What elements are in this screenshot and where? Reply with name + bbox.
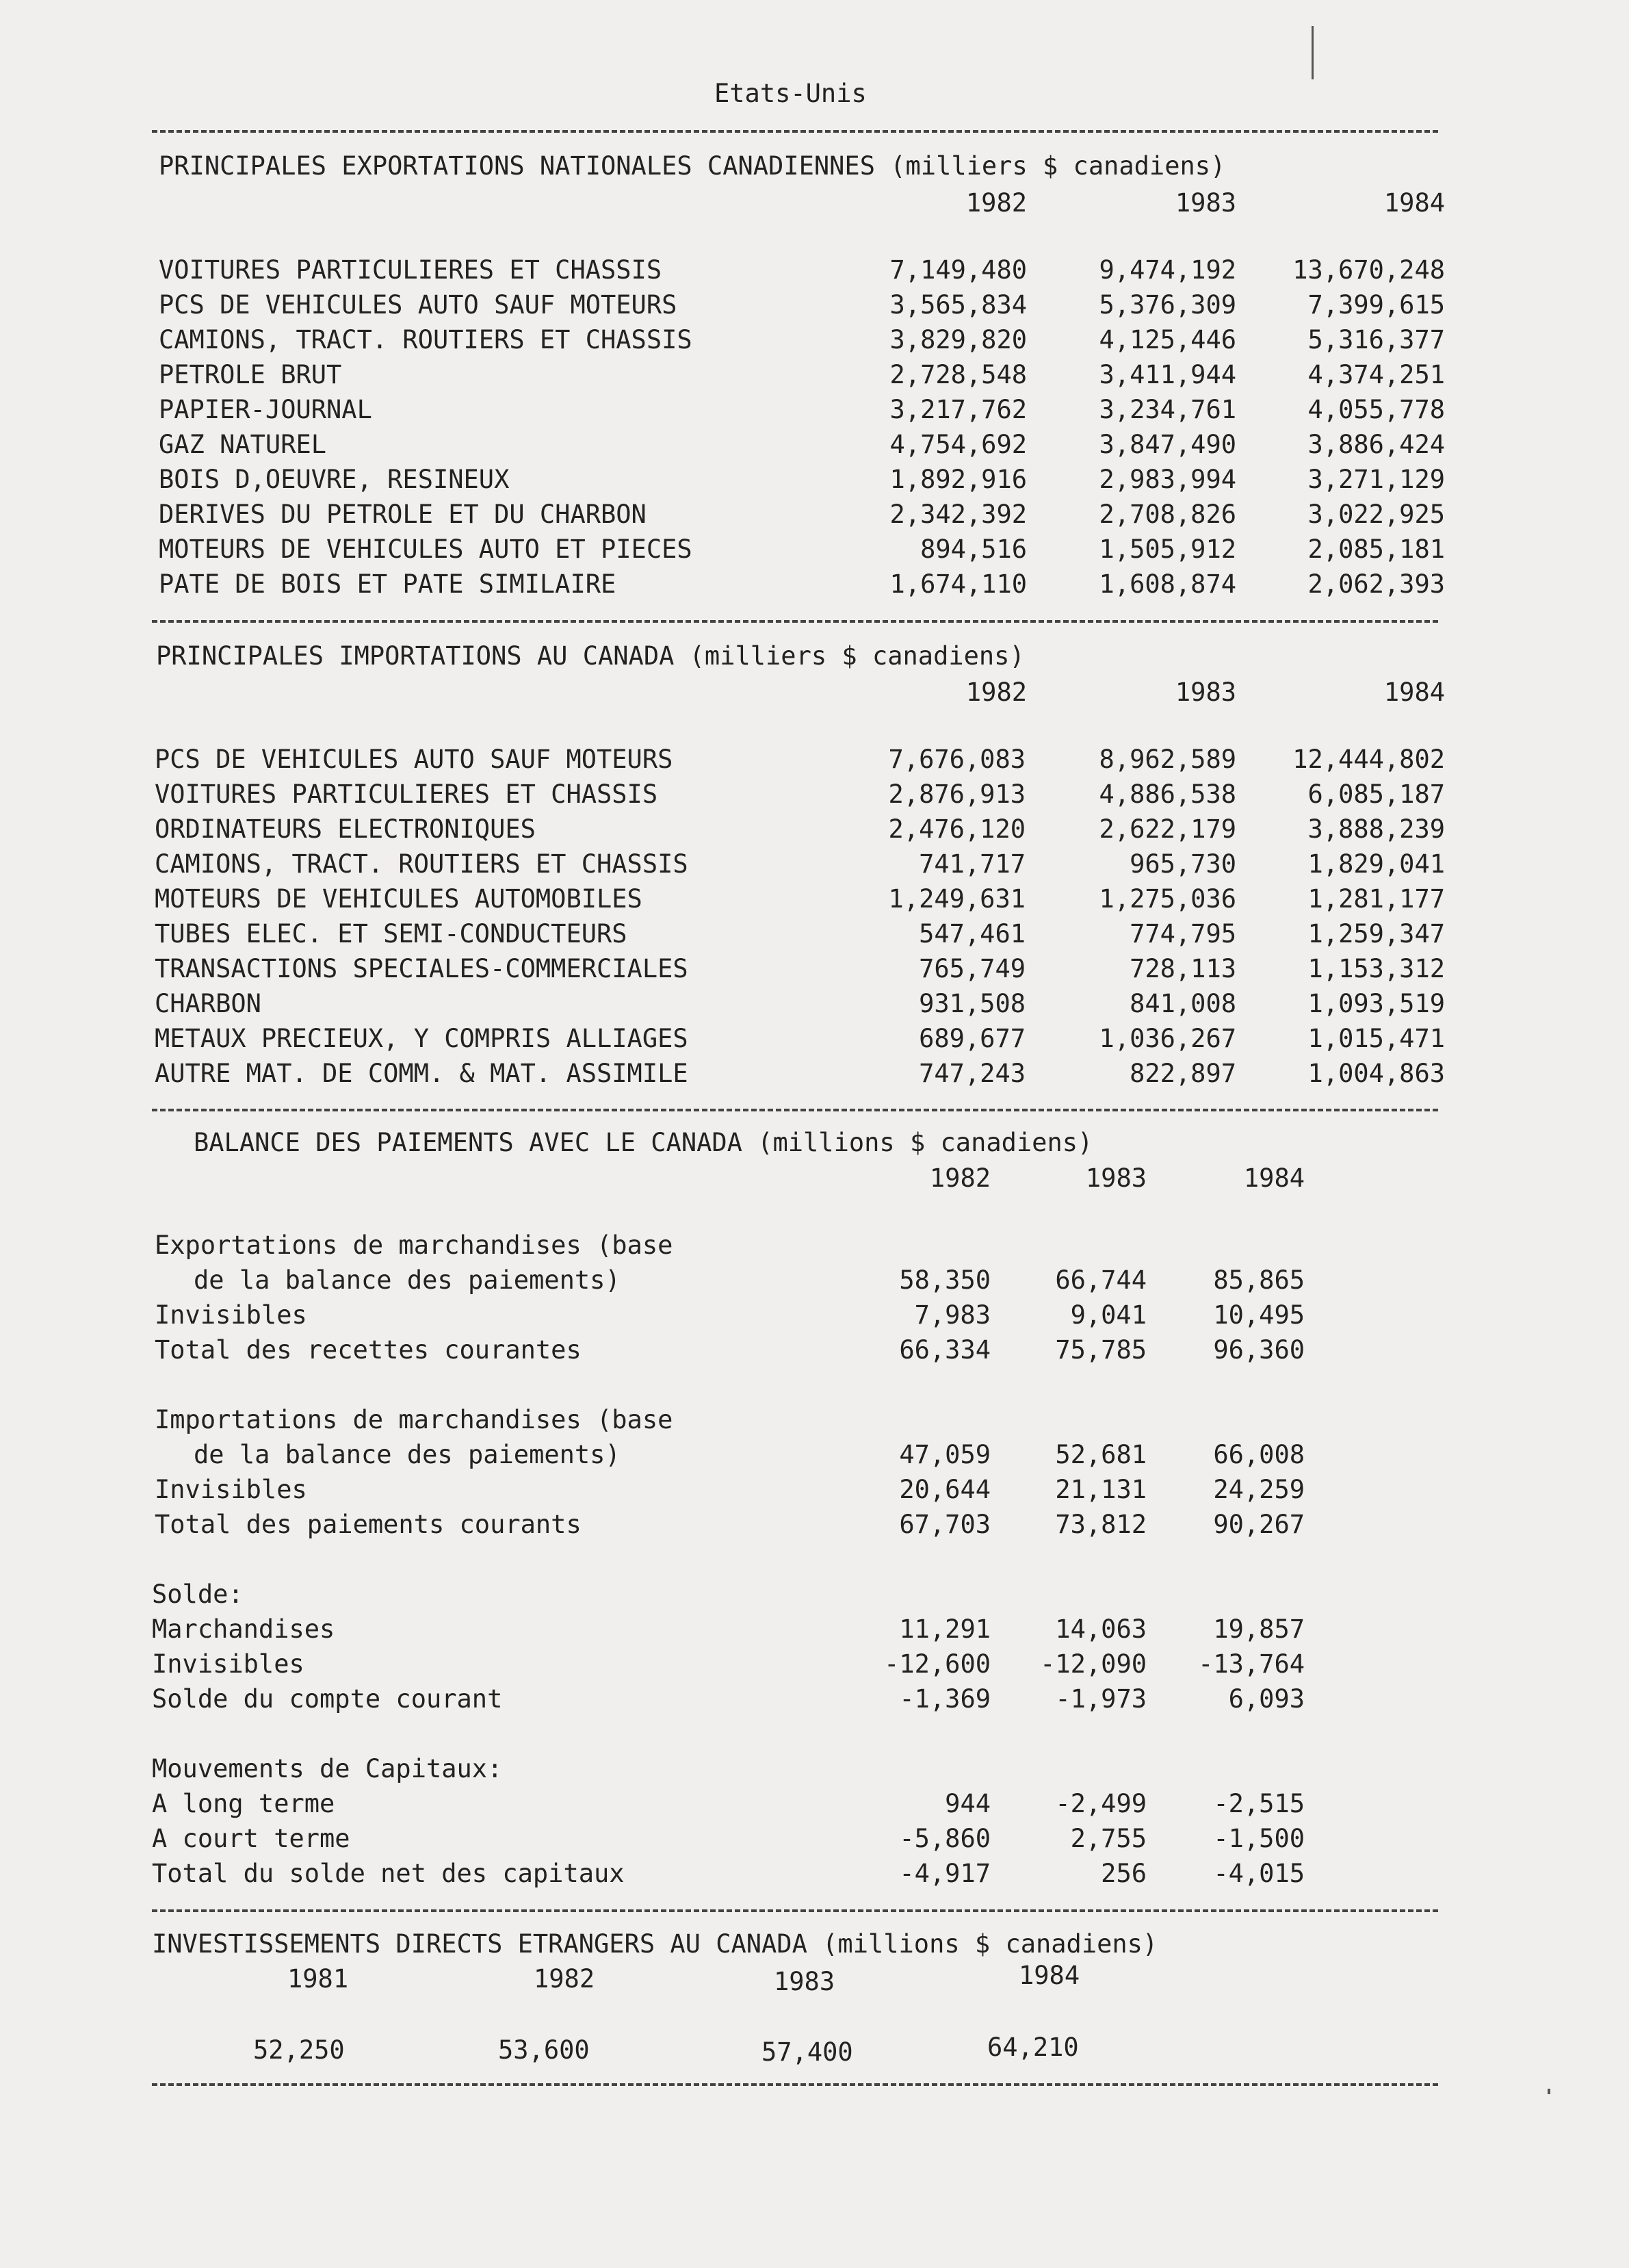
table-cell: -4,015 [1213,1859,1305,1888]
table-cell: 66,008 [1213,1440,1305,1469]
table-cell: 894,516 [920,534,1027,564]
table-cell: 2,342,392 [889,500,1027,529]
imports-year-1982: 1982 [965,678,1027,707]
table-row-label: PATE DE BOIS ET PATE SIMILAIRE [159,569,616,599]
table-cell: 4,055,778 [1307,395,1445,424]
margin-mark [1312,26,1314,79]
table-cell: 66,744 [1055,1265,1147,1295]
divider [152,130,1438,133]
table-cell: 1,004,863 [1307,1059,1445,1088]
table-cell: 2,062,393 [1307,569,1445,599]
table-cell: 19,857 [1213,1614,1305,1644]
table-row-label: DERIVES DU PETROLE ET DU CHARBON [159,500,647,529]
imp-invisibles-label: Invisibles [155,1475,307,1504]
fdi-value-1981: 52,250 [253,2035,345,2065]
table-cell: 6,093 [1228,1684,1305,1714]
solde-invisibles-label: Invisibles [152,1649,304,1679]
table-cell: 765,749 [919,954,1026,983]
table-cell: 3,234,761 [1099,395,1236,424]
table-cell: -13,764 [1198,1649,1305,1679]
table-cell: 1,259,347 [1307,919,1445,949]
table-cell: 11,291 [899,1614,991,1644]
balance-year-1984: 1984 [1243,1163,1305,1193]
table-cell: 1,829,041 [1307,849,1445,879]
table-cell: 12,444,802 [1292,745,1445,774]
table-row-label: VOITURES PARTICULIERES ET CHASSIS [155,779,658,809]
table-row-label: BOIS D,OEUVRE, RESINEUX [159,465,510,494]
table-cell: 1,015,471 [1307,1024,1445,1053]
exports-merch-label: Exportations de marchandises (base [155,1230,673,1260]
table-row-label: PCS DE VEHICULES AUTO SAUF MOTEURS [159,290,677,320]
table-cell: 73,812 [1055,1510,1147,1539]
table-cell: 4,374,251 [1307,360,1445,389]
table-cell: 728,113 [1130,954,1236,983]
table-cell: 4,886,538 [1099,779,1236,809]
table-cell: 85,865 [1213,1265,1305,1295]
table-cell: 547,461 [919,919,1026,949]
table-cell: 7,983 [914,1300,991,1330]
table-row-label: PCS DE VEHICULES AUTO SAUF MOTEURS [155,745,673,774]
divider [152,620,1438,623]
table-row-label: CAMIONS, TRACT. ROUTIERS ET CHASSIS [155,849,688,879]
table-cell: -12,090 [1040,1649,1147,1679]
net-capital-label: Total du solde net des capitaux [152,1859,625,1888]
table-cell: 90,267 [1213,1510,1305,1539]
table-cell: 2,622,179 [1099,814,1236,844]
total-receipts-label: Total des recettes courantes [155,1335,582,1365]
balance-heading: BALANCE DES PAIEMENTS AVEC LE CANADA (millions $ canadiens) [194,1128,1093,1157]
table-cell: 3,888,239 [1307,814,1445,844]
table-cell: 931,508 [919,989,1026,1018]
table-cell: 944 [945,1789,991,1818]
page-title: Etats-Unis [714,79,867,108]
table-cell: 7,399,615 [1307,290,1445,320]
table-cell: 4,754,692 [889,430,1027,459]
table-cell: 3,217,762 [889,395,1027,424]
margin-mark [1548,2089,1550,2094]
table-cell: -1,973 [1055,1684,1147,1714]
table-cell: 3,886,424 [1307,430,1445,459]
table-cell: 741,717 [919,849,1026,879]
table-cell: 689,677 [919,1024,1026,1053]
table-cell: -1,369 [899,1684,991,1714]
table-cell: 1,892,916 [889,465,1027,494]
table-cell: 774,795 [1130,919,1236,949]
exports-year-1984: 1984 [1383,188,1445,218]
long-term-label: A long terme [152,1789,335,1818]
table-cell: 96,360 [1213,1335,1305,1365]
table-cell: 2,476,120 [888,814,1026,844]
divider [152,2083,1438,2086]
table-cell: 9,474,192 [1099,255,1236,285]
imports-year-1984: 1984 [1383,678,1445,707]
table-cell: 75,785 [1055,1335,1147,1365]
table-cell: 8,962,589 [1099,745,1236,774]
table-cell: 1,275,036 [1099,884,1236,914]
table-cell: 7,149,480 [889,255,1027,285]
table-cell: 58,350 [899,1265,991,1295]
exp-invisibles-label: Invisibles [155,1300,307,1330]
table-cell: 1,281,177 [1307,884,1445,914]
table-cell: 2,708,826 [1099,500,1236,529]
table-cell: 21,131 [1055,1475,1147,1504]
table-row-label: PAPIER-JOURNAL [159,395,372,424]
table-cell: 1,036,267 [1099,1024,1236,1053]
table-cell: 2,755 [1070,1824,1147,1853]
table-cell: 256 [1101,1859,1147,1888]
table-row-label: CHARBON [155,989,261,1018]
imports-year-1983: 1983 [1175,678,1236,707]
table-cell: 20,644 [899,1475,991,1504]
table-cell: 10,495 [1213,1300,1305,1330]
imports-heading: PRINCIPALES IMPORTATIONS AU CANADA (milliers $ canadiens) [156,641,1025,671]
imports-merch-label: Importations de marchandises (base [155,1405,673,1434]
solde-label: Solde: [152,1580,244,1609]
table-cell: -5,860 [899,1824,991,1853]
table-cell: 2,085,181 [1307,534,1445,564]
table-cell: 3,271,129 [1307,465,1445,494]
table-cell: 2,728,548 [889,360,1027,389]
table-cell: 1,608,874 [1099,569,1236,599]
table-cell: 13,670,248 [1292,255,1445,285]
table-cell: 4,125,446 [1099,325,1236,355]
table-cell: -2,499 [1055,1789,1147,1818]
table-cell: 24,259 [1213,1475,1305,1504]
table-cell: 3,565,834 [889,290,1027,320]
table-cell: 66,334 [899,1335,991,1365]
table-cell: 3,022,925 [1307,500,1445,529]
current-account-label: Solde du compte courant [152,1684,503,1714]
table-cell: 747,243 [919,1059,1026,1088]
table-cell: 9,041 [1070,1300,1147,1330]
fdi-year-1981: 1981 [287,1964,349,1994]
table-cell: -1,500 [1213,1824,1305,1853]
fdi-year-1983: 1983 [774,1967,835,1996]
table-row-label: MOTEURS DE VEHICULES AUTOMOBILES [155,884,642,914]
table-cell: 822,897 [1130,1059,1236,1088]
fdi-heading: INVESTISSEMENTS DIRECTS ETRANGERS AU CANADA (millions $ canadiens) [152,1929,1158,1959]
fdi-year-1982: 1982 [534,1964,595,1994]
table-row-label: PETROLE BRUT [159,360,342,389]
table-row-label: CAMIONS, TRACT. ROUTIERS ET CHASSIS [159,325,692,355]
exports-year-1982: 1982 [965,188,1027,218]
balance-year-1983: 1983 [1085,1163,1147,1193]
table-cell: 1,093,519 [1307,989,1445,1018]
table-row-label: VOITURES PARTICULIERES ET CHASSIS [159,255,662,285]
table-row-label: AUTRE MAT. DE COMM. & MAT. ASSIMILE [155,1059,688,1088]
table-cell: -2,515 [1213,1789,1305,1818]
table-cell: 5,316,377 [1307,325,1445,355]
table-cell: 1,153,312 [1307,954,1445,983]
table-cell: 3,829,820 [889,325,1027,355]
total-payments-label: Total des paiements courants [155,1510,582,1539]
table-row-label: GAZ NATUREL [159,430,327,459]
table-cell: 5,376,309 [1099,290,1236,320]
table-row-label: TUBES ELEC. ET SEMI-CONDUCTEURS [155,919,627,949]
exports-merch-label-cont: de la balance des paiements) [194,1265,621,1295]
table-row-label: ORDINATEURS ELECTRONIQUES [155,814,536,844]
table-cell: 3,847,490 [1099,430,1236,459]
balance-year-1982: 1982 [929,1163,991,1193]
table-cell: 2,983,994 [1099,465,1236,494]
divider [152,1909,1438,1912]
table-cell: 2,876,913 [888,779,1026,809]
table-cell: 67,703 [899,1510,991,1539]
solde-merch-label: Marchandises [152,1614,335,1644]
short-term-label: A court terme [152,1824,350,1853]
fdi-year-1984: 1984 [1019,1961,1080,1990]
exports-year-1983: 1983 [1175,188,1236,218]
table-row-label: METAUX PRECIEUX, Y COMPRIS ALLIAGES [155,1024,688,1053]
table-row-label: MOTEURS DE VEHICULES AUTO ET PIECES [159,534,692,564]
table-row-label: TRANSACTIONS SPECIALES-COMMERCIALES [155,954,688,983]
capital-label: Mouvements de Capitaux: [152,1754,503,1783]
table-cell: 965,730 [1130,849,1236,879]
fdi-value-1984: 64,210 [987,2033,1079,2062]
exports-heading: PRINCIPALES EXPORTATIONS NATIONALES CANADIENNES (milliers $ canadiens) [159,151,1226,181]
table-cell: 1,249,631 [888,884,1026,914]
table-cell: 1,505,912 [1099,534,1236,564]
table-cell: 7,676,083 [888,745,1026,774]
table-cell: 1,674,110 [889,569,1027,599]
table-cell: 14,063 [1055,1614,1147,1644]
table-cell: -12,600 [884,1649,991,1679]
divider [152,1109,1438,1111]
imports-merch-label-cont: de la balance des paiements) [194,1440,621,1469]
table-cell: 841,008 [1130,989,1236,1018]
table-cell: 3,411,944 [1099,360,1236,389]
table-cell: 6,085,187 [1307,779,1445,809]
table-cell: 47,059 [899,1440,991,1469]
table-cell: -4,917 [899,1859,991,1888]
table-cell: 52,681 [1055,1440,1147,1469]
fdi-value-1983: 57,400 [761,2037,853,2067]
fdi-value-1982: 53,600 [498,2035,590,2065]
